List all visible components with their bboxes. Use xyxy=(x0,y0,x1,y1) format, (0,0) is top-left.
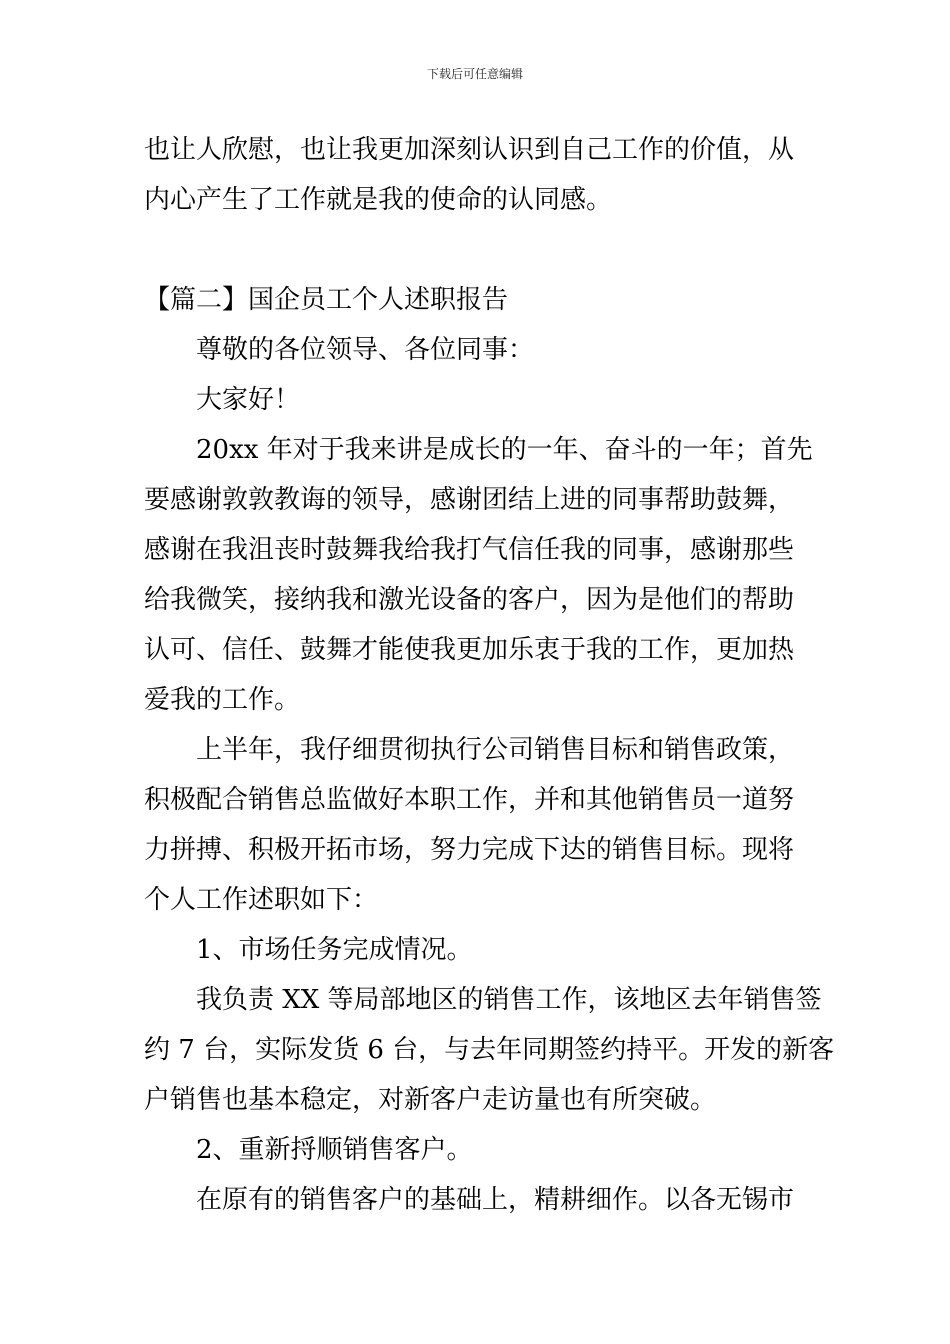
text-line: 爱我的工作。 xyxy=(144,685,301,715)
text-line: 20xx 年对于我来讲是成长的一年、奋斗的一年；首先 xyxy=(196,435,813,465)
text-line: 积极配合销售总监做好本职工作，并和其他销售员一道努 xyxy=(144,785,795,815)
text-line: 在原有的销售客户的基础上，精耕细作。以各无锡市 xyxy=(196,1185,795,1215)
text-line: 户销售也基本稳定，对新客户走访量也有所突破。 xyxy=(144,1085,717,1115)
text-line: 要感谢敦敦教诲的领导，感谢团结上进的同事帮助鼓舞， xyxy=(144,485,795,515)
text-line: 上半年，我仔细贯彻执行公司销售目标和销售政策， xyxy=(196,735,795,765)
section-heading: 【篇二】国企员工个人述职报告 xyxy=(144,285,509,315)
text-line: 我负责 XX 等局部地区的销售工作，该地区去年销售签 xyxy=(196,985,822,1015)
list-item-heading: 2、重新捋顺销售客户。 xyxy=(196,1135,473,1165)
text-line: 给我微笑，接纳我和激光设备的客户，因为是他们的帮助 xyxy=(144,585,795,615)
salutation: 尊敬的各位领导、各位同事： xyxy=(196,335,535,365)
text-line: 也让人欣慰，也让我更加深刻认识到自己工作的价值，从 xyxy=(144,135,795,165)
page-header: 下载后可任意编辑 xyxy=(426,67,523,81)
text-line: 个人工作述职如下： xyxy=(144,885,379,915)
text-line: 内心产生了工作就是我的使命的认同感。 xyxy=(144,185,613,215)
list-item-heading: 1、市场任务完成情况。 xyxy=(196,935,473,965)
text-line: 约 7 台，实际发货 6 台，与去年同期签约持平。开发的新客 xyxy=(144,1035,835,1065)
text-line: 力拼搏、积极开拓市场，努力完成下达的销售目标。现将 xyxy=(144,835,795,865)
greeting: 大家好！ xyxy=(196,385,301,415)
text-line: 感谢在我沮丧时鼓舞我给我打气信任我的同事，感谢那些 xyxy=(144,535,795,565)
text-line: 认可、信任、鼓舞才能使我更加乐衷于我的工作，更加热 xyxy=(144,635,795,665)
